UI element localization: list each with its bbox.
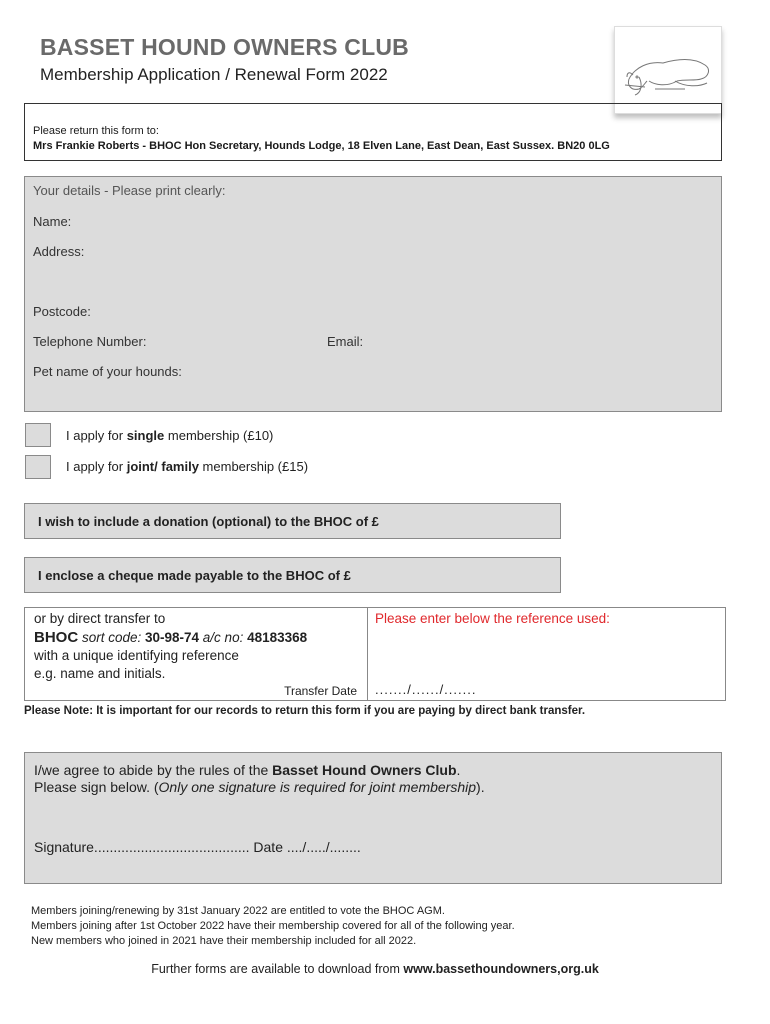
postcode-field[interactable]: Postcode: xyxy=(33,304,91,319)
further-forms-info: Further forms are available to download from www.bassethoundowners,org.uk xyxy=(151,962,599,976)
footnote-2: Members joining after 1st October 2022 have their membership covered for all of the following year. xyxy=(31,920,515,932)
agreement-text: I/we agree to abide by the rules of the Basset Hound Owners Club. xyxy=(34,762,461,778)
your-details-section xyxy=(24,176,722,412)
donation-field[interactable] xyxy=(24,503,561,539)
club-logo xyxy=(614,26,722,114)
transfer-date-field[interactable]: ......./....../....... xyxy=(375,682,477,697)
transfer-line-3: with a unique identifying reference xyxy=(34,648,239,663)
name-field[interactable]: Name: xyxy=(33,214,72,229)
return-address: Mrs Frankie Roberts - BHOC Hon Secretary, Hounds Lodge, 18 Elven Lane, East Dean, East Sussex. BN20 0LG xyxy=(33,140,610,152)
direct-transfer-box xyxy=(24,607,726,701)
return-address-box xyxy=(24,103,722,161)
pet-names-field[interactable]: Pet name of your hounds: xyxy=(33,364,182,379)
single-membership-label: I apply for single membership (£10) xyxy=(66,428,274,443)
signature-date-line[interactable]: Signature........................................ Date ..../...../........ xyxy=(34,839,361,855)
transfer-divider xyxy=(367,608,368,700)
form-title: BASSET HOUND OWNERS CLUB xyxy=(40,34,409,60)
reference-prompt: Please enter below the reference used: xyxy=(375,611,610,626)
telephone-field[interactable]: Telephone Number: xyxy=(33,334,147,349)
transfer-line-1: or by direct transfer to xyxy=(34,611,166,626)
footnote-3: New members who joined in 2021 have their membership included for all 2022. xyxy=(31,935,417,947)
agreement-section xyxy=(24,752,722,884)
cheque-field[interactable] xyxy=(24,557,561,593)
address-field[interactable]: Address: xyxy=(33,244,85,259)
cheque-label: I enclose a cheque made payable to the BHOC of £ xyxy=(38,568,351,583)
joint-membership-checkbox[interactable] xyxy=(25,455,51,479)
basset-hound-sketch-icon xyxy=(615,27,721,113)
transfer-line-4: e.g. name and initials. xyxy=(34,666,166,681)
footnote-1: Members joining/renewing by 31st January 2022 are entitled to vote the BHOC AGM. xyxy=(31,905,445,917)
joint-membership-label: I apply for joint/ family membership (£15) xyxy=(66,459,309,474)
form-subtitle: Membership Application / Renewal Form 2022 xyxy=(40,65,388,84)
single-membership-checkbox[interactable] xyxy=(25,423,51,447)
transfer-date-label: Transfer Date xyxy=(284,684,357,698)
details-heading: Your details - Please print clearly: xyxy=(33,183,226,198)
website-link[interactable]: www.bassethoundowners,org.uk xyxy=(403,962,599,976)
bank-transfer-note: Please Note: It is important for our records to return this form if you are paying by direct bank transfer. xyxy=(24,705,586,717)
donation-label: I wish to include a donation (optional) to the BHOC of £ xyxy=(38,514,379,529)
return-label: Please return this form to: xyxy=(33,125,159,137)
signature-instruction: Please sign below. (Only one signature is required for joint membership). xyxy=(34,779,485,795)
bank-details: BHOC sort code: 30-98-74 a/c no: 48183368 xyxy=(34,629,308,646)
email-field[interactable]: Email: xyxy=(327,334,364,349)
